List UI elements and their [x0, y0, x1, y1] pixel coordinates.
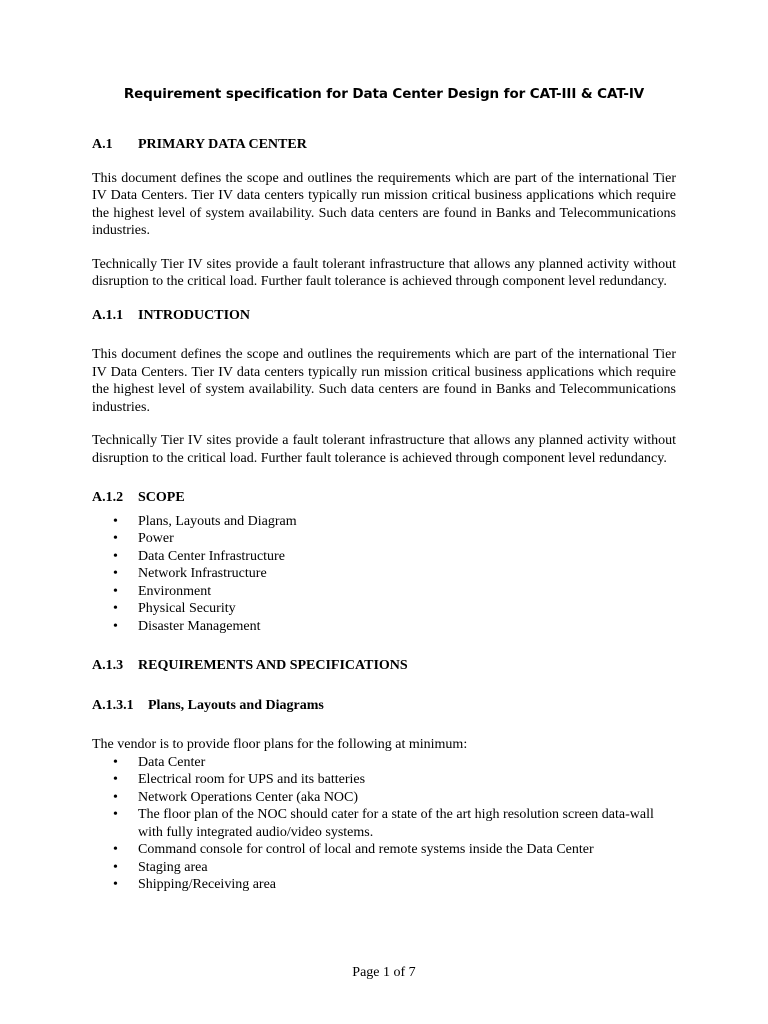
section-heading-a1 — [92, 136, 676, 154]
list-item: • Data Center Infrastructure — [92, 548, 676, 566]
paragraph: This document defines the scope and outlines the requirements which are part of the international Tier IV Data Centers. Tier IV data centers typically run mission critical business applications which require the highest level of system availability. Such data centers are found in Banks and Telecommunications industries. — [92, 170, 676, 238]
floor-plan-list — [92, 754, 676, 894]
section-title: Plans, Layouts and Diagrams — [148, 697, 324, 713]
list-item: • The floor plan of the NOC should cater for a state of the art high resolution screen data-wall with fully integrated audio/video systems. — [92, 806, 676, 841]
scope-list — [92, 513, 676, 636]
list-item: • Command console for control of local and remote systems inside the Data Center — [92, 841, 676, 859]
section-heading-a12 — [92, 489, 676, 507]
list-item: • Staging area — [92, 859, 676, 877]
list-item: • Plans, Layouts and Diagram — [92, 513, 676, 531]
list-item: • Environment — [92, 583, 676, 601]
section-heading-a13 — [92, 657, 676, 675]
section-number: A.1.3 — [92, 658, 124, 673]
list-item: • Network Operations Center (aka NOC) — [92, 789, 676, 807]
page-number: Page 1 of 7 — [352, 965, 416, 980]
document-body — [92, 136, 676, 894]
section-heading-a131 — [92, 697, 676, 715]
section-number: A.1.2 — [92, 490, 124, 505]
section-number: A.1 — [92, 137, 113, 152]
paragraph: This document defines the scope and outlines the requirements which are part of the international Tier IV Data Centers. Tier IV data centers typically run mission critical business applications which require the highest level of system availability. Such data centers are found in Banks and Telecommunications industries. — [92, 347, 676, 415]
section-title: REQUIREMENTS AND SPECIFICATIONS — [138, 658, 408, 673]
section-number: A.1.3.1 — [92, 697, 134, 713]
paragraph: Technically Tier IV sites provide a fault tolerant infrastructure that allows any planned activity without disruption to the critical load. Further fault tolerance is achieved through component level redundancy. — [92, 256, 676, 289]
paragraph: Technically Tier IV sites provide a fault tolerant infrastructure that allows any planned activity without disruption to the critical load. Further fault tolerance is achieved through component level redundancy. — [92, 433, 676, 466]
list-item: • Electrical room for UPS and its batteries — [92, 771, 676, 789]
section-title: SCOPE — [138, 490, 185, 505]
list-item: • Disaster Management — [92, 618, 676, 636]
section-title: PRIMARY DATA CENTER — [138, 137, 307, 152]
section-title: INTRODUCTION — [138, 307, 251, 323]
paragraph: The vendor is to provide floor plans for the following at minimum: — [92, 737, 468, 752]
list-item: • Shipping/Receiving area — [92, 876, 676, 894]
section-number: A.1.1 — [92, 307, 124, 323]
list-item: • Power — [92, 530, 676, 548]
section-heading-a11 — [92, 307, 676, 325]
list-item: • Network Infrastructure — [92, 565, 676, 583]
document-title: Requirement specification for Data Center Design for CAT-III & CAT-IV — [123, 86, 645, 102]
list-item: • Data Center — [92, 754, 676, 772]
list-item: • Physical Security — [92, 600, 676, 618]
